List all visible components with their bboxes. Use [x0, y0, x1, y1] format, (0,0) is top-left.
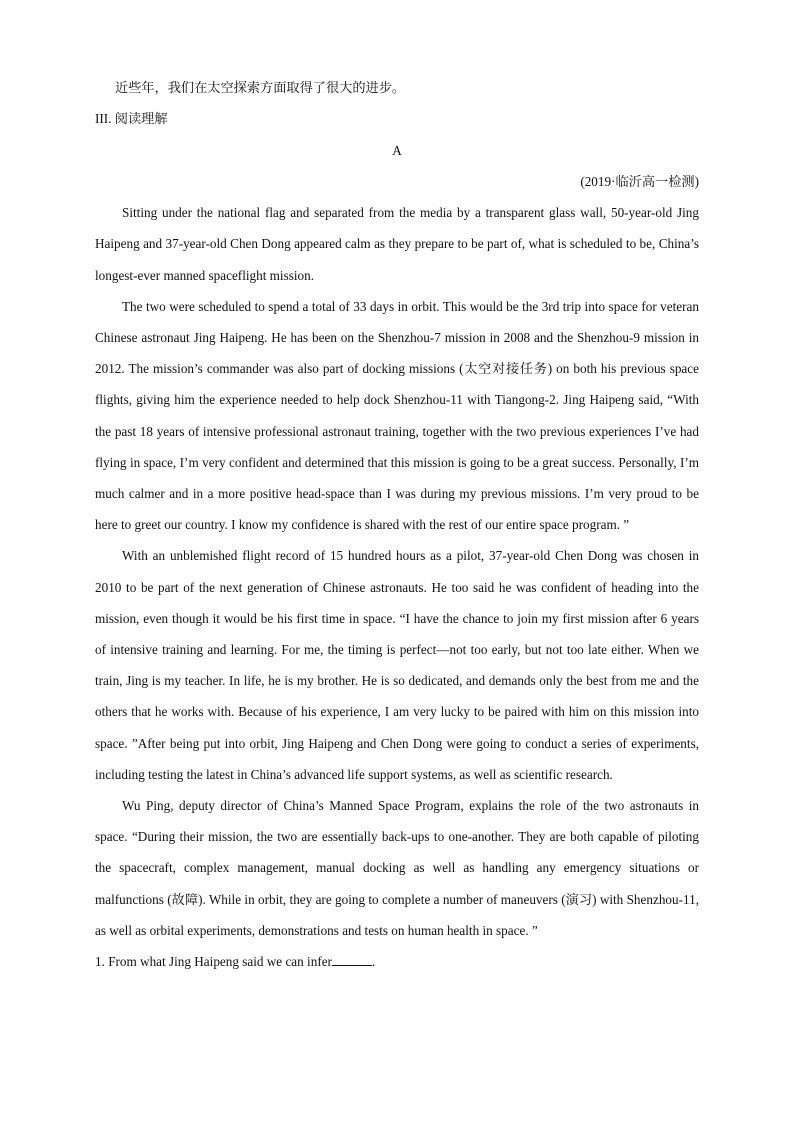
answer-blank[interactable] — [332, 953, 372, 966]
paragraph-4: Wu Ping, deputy director of China’s Manned Space Program, explains the role of the two astronauts in space. “During their mission, the two are essentially back-ups to one-another. They are both capable of piloting the spacecraft, complex management, manual docking as well as handling any emergency situations or malfunctions (故障). While in orbit, they are going to complete a number of maneuvers (演习) with Shenzhou-11, as well as orbital experiments, demonstrations and tests on human health in space. ” — [95, 798, 699, 938]
question-1-end: . — [371, 954, 376, 970]
paragraph-3: With an unblemished flight record of 15 hundred hours as a pilot, 37-year-old Chen Dong was chosen in 2010 to be part of the next generation of Chinese astronauts. He too said he was confident of heading into the mission, even though it would be his first time in space. “I have the chance to join my first mission after 6 years of intensive training and learning. For me, the timing is perfect—not too early, but not too late either. When we train, Jing is my teacher. In life, he is my brother. He is so dedicated, and demands only the best from me and the others that he works with. Because of his experience, I am very lucky to be paired with him on this mission into space. ”After being put into orbit, Jing Haipeng and Chen Dong were going to conduct a series of experiments, including testing the latest in China’s advanced life support systems, as well as scientific research. — [95, 548, 699, 782]
section-heading: III. 阅读理解 — [95, 111, 168, 127]
source-note: (2019·临沂高一检测) — [580, 174, 699, 190]
document-page — [95, 72, 699, 977]
paragraph-1: Sitting under the national flag and separated from the media by a transparent glass wall, 50-year-old Jing Haipeng and 37-year-old Chen Dong appeared calm as they prepare to be part of, what is scheduled to be, China’s longest-ever manned spaceflight mission. — [95, 205, 699, 283]
paragraph-2: The two were scheduled to spend a total of 33 days in orbit. This would be the 3rd trip into space for veteran Chinese astronaut Jing Haipeng. He has been on the Shenzhou-7 mission in 2008 and the Shenzhou-9 mission in 2012. The mission’s commander was also part of docking missions (太空对接任务) on both his previous space flights, giving him the experience needed to help dock Shenzhou-11 with Tiangong-2. Jing Haipeng said, “With the past 18 years of intensive professional astronaut training, together with the two previous experiences I’ve had flying in space, I’m very confident and determined that this mission is going to be a great success. Personally, I’m much calmer and in a more positive head-space than I was during my previous missions. I’m very proud to be here to greet our country. I know my confidence is shared with the rest of our entire space program. ” — [95, 298, 699, 533]
passage-label: A — [392, 143, 402, 159]
intro-line: 近些年，我们在太空探索方面取得了很大的进步。 — [115, 80, 406, 95]
question-1-text: 1. From what Jing Haipeng said we can infer — [95, 954, 332, 970]
question-1 — [95, 946, 699, 977]
